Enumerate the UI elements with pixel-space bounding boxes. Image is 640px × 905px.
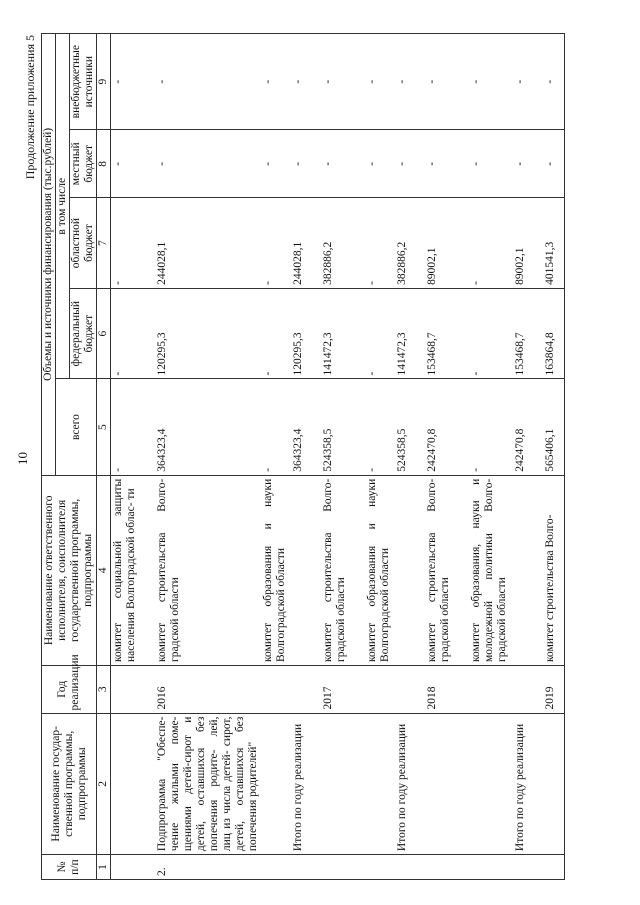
cell-year: 2017: [321, 665, 365, 713]
continuation-note: Продолжение приложения 5: [23, 35, 37, 180]
cell-name: [543, 713, 565, 855]
cell-total: 565406,1: [543, 379, 565, 475]
cell-executor: комитет социальной защиты населения Волгоградской облас- ти: [111, 475, 155, 665]
cell-total: 524358,5: [321, 379, 365, 475]
table-body: [111, 34, 565, 880]
cell-local: -: [261, 130, 291, 198]
cell-federal: -: [261, 288, 291, 379]
cell-no: 2.: [155, 855, 261, 880]
cell-no: [395, 855, 425, 880]
cell-federal: 120295,3: [155, 288, 261, 379]
cell-local: -: [111, 130, 155, 198]
cell-executor: [395, 475, 425, 665]
cell-total: 242470,8: [513, 379, 543, 475]
cell-local: -: [469, 130, 513, 198]
cell-name: [425, 713, 469, 855]
cell-name: [365, 713, 395, 855]
cell-local: -: [513, 130, 543, 198]
cell-name: Итого по году реализации: [291, 713, 321, 855]
cell-no: [111, 855, 155, 880]
table-row: [365, 34, 395, 880]
table-row: [469, 34, 513, 880]
cell-extra: -: [425, 34, 469, 130]
table-row: [291, 34, 321, 880]
cell-executor: комитет образования и науки Волгоградской области: [261, 475, 291, 665]
cell-regional: 89002,1: [425, 198, 469, 289]
cell-name: [321, 713, 365, 855]
cell-extra: -: [365, 34, 395, 130]
table-row: [425, 34, 469, 880]
cell-year: [291, 665, 321, 713]
header-year: Год реализации: [42, 665, 97, 713]
page-number: 10: [15, 452, 30, 465]
cell-name: Итого по году реализации: [395, 713, 425, 855]
cell-executor: [513, 475, 543, 665]
cell-executor: комитет строительства Волго- градской области: [155, 475, 261, 665]
cell-local: -: [365, 130, 395, 198]
cell-local: -: [321, 130, 365, 198]
cell-total: 364323,4: [291, 379, 321, 475]
table-row: [513, 34, 543, 880]
cell-total: -: [111, 379, 155, 475]
col-number: 9: [97, 34, 111, 130]
cell-federal: 153468,7: [513, 288, 543, 379]
cell-extra: -: [543, 34, 565, 130]
cell-name: Подпрограмма "Обеспе- чение жилыми поме- щениями детей-сирот и детей, оставшихся без попечения родите- лей, лиц из числа детей- сирот, детей, оставшихся без попечения родителей": [155, 713, 261, 855]
cell-regional: -: [261, 198, 291, 289]
cell-extra: -: [111, 34, 155, 130]
cell-no: [469, 855, 513, 880]
header-local: местный бюджет: [70, 130, 97, 198]
table-row: [395, 34, 425, 880]
cell-total: -: [365, 379, 395, 475]
cell-extra: -: [321, 34, 365, 130]
cell-local: -: [395, 130, 425, 198]
cell-total: -: [261, 379, 291, 475]
cell-year: 2019: [543, 665, 565, 713]
cell-federal: -: [469, 288, 513, 379]
table-row: [111, 34, 155, 880]
cell-extra: -: [291, 34, 321, 130]
table-row: [261, 34, 291, 880]
header-executor: Наименование ответственного исполнителя, соисполнителя государственной программы, подпрограммы: [42, 475, 97, 665]
cell-year: 2016: [155, 665, 261, 713]
cell-federal: 153468,7: [425, 288, 469, 379]
col-number: 2: [97, 713, 111, 855]
cell-regional: -: [365, 198, 395, 289]
cell-federal: -: [365, 288, 395, 379]
cell-name: Итого по году реализации: [513, 713, 543, 855]
col-number: 7: [97, 198, 111, 289]
cell-year: [469, 665, 513, 713]
cell-executor: комитет образования и науки Волгоградской области: [365, 475, 395, 665]
header-name: Наименование государ- ственной программы, подпрограммы: [42, 713, 97, 855]
cell-executor: комитет строительства Волго-: [543, 475, 565, 665]
cell-federal: 141472,3: [321, 288, 365, 379]
header-no: № п/п: [42, 855, 97, 880]
financing-table: [41, 33, 565, 880]
cell-federal: 141472,3: [395, 288, 425, 379]
cell-total: 242470,8: [425, 379, 469, 475]
cell-executor: комитет строительства Волго- градской области: [321, 475, 365, 665]
cell-extra: -: [261, 34, 291, 130]
col-number: 5: [97, 379, 111, 475]
cell-year: [111, 665, 155, 713]
header-including: в том числе: [56, 34, 70, 379]
col-number: 8: [97, 130, 111, 198]
cell-name: [469, 713, 513, 855]
cell-year: [513, 665, 543, 713]
cell-year: [395, 665, 425, 713]
cell-no: [321, 855, 365, 880]
cell-no: [261, 855, 291, 880]
cell-regional: -: [469, 198, 513, 289]
cell-regional: 401541,3: [543, 198, 565, 289]
cell-regional: 89002,1: [513, 198, 543, 289]
cell-local: -: [425, 130, 469, 198]
col-number: 4: [97, 475, 111, 665]
cell-year: [365, 665, 395, 713]
cell-extra: -: [469, 34, 513, 130]
cell-year: 2018: [425, 665, 469, 713]
table-row: [543, 34, 565, 880]
cell-local: -: [543, 130, 565, 198]
cell-regional: 382886,2: [395, 198, 425, 289]
cell-total: -: [469, 379, 513, 475]
header-total: всего: [56, 379, 97, 475]
cell-name: [261, 713, 291, 855]
header-regional: областной бюджет: [70, 198, 97, 289]
cell-regional: 382886,2: [321, 198, 365, 289]
cell-no: [425, 855, 469, 880]
cell-federal: -: [111, 288, 155, 379]
cell-local: -: [155, 130, 261, 198]
cell-year: [261, 665, 291, 713]
cell-extra: -: [513, 34, 543, 130]
cell-total: 364323,4: [155, 379, 261, 475]
col-number: 6: [97, 288, 111, 379]
cell-regional: 244028,1: [291, 198, 321, 289]
header-extra: внебюджетные источники: [70, 34, 97, 130]
header-federal: федеральный бюджет: [70, 288, 97, 379]
cell-executor: комитет образования, науки и молодежной политики Волго- градской области: [469, 475, 513, 665]
cell-federal: 163864,8: [543, 288, 565, 379]
cell-no: [543, 855, 565, 880]
cell-no: [365, 855, 395, 880]
cell-extra: -: [155, 34, 261, 130]
table-row: [155, 34, 261, 880]
cell-federal: 120295,3: [291, 288, 321, 379]
cell-executor: комитет строительства Волго- градской области: [425, 475, 469, 665]
cell-regional: -: [111, 198, 155, 289]
cell-extra: -: [395, 34, 425, 130]
table-row: [321, 34, 365, 880]
cell-executor: [291, 475, 321, 665]
cell-no: [513, 855, 543, 880]
cell-local: -: [291, 130, 321, 198]
cell-no: [291, 855, 321, 880]
header-volumes: Объемы и источники финансирования (тыс.рублей): [42, 34, 56, 476]
col-number: 3: [97, 665, 111, 713]
col-number: 1: [97, 855, 111, 880]
cell-regional: 244028,1: [155, 198, 261, 289]
rotated-page: [15, 25, 625, 880]
cell-total: 524358,5: [395, 379, 425, 475]
cell-name: [111, 713, 155, 855]
